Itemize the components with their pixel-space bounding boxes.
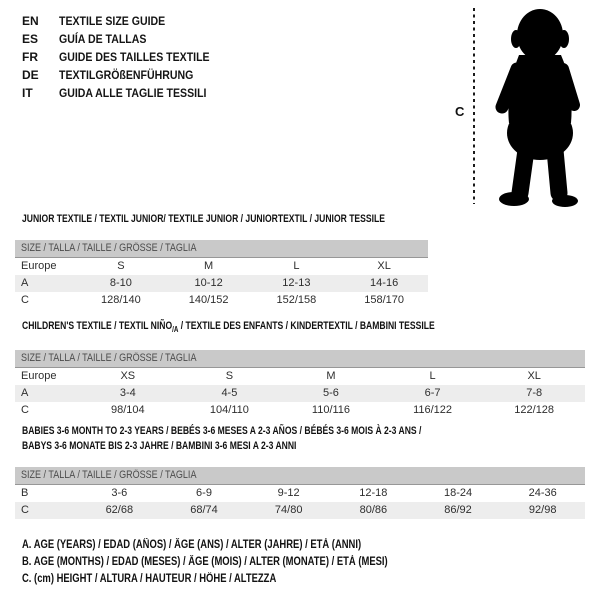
size-cell: 4-5: [221, 387, 238, 400]
size-cell: S: [117, 260, 125, 272]
size-cell: 110/116: [311, 404, 351, 417]
babies-textile-table: [15, 424, 585, 519]
size-cell: 116/122: [413, 404, 453, 417]
table-title-segment: / TEXTILE DES ENFANTS / KINDERTEXTIL / BAMBINI TESSILE: [178, 320, 435, 332]
table-row: [15, 402, 585, 419]
legend-note: C. (cm) HEIGHT / ALTURA / HAUTEUR / HÖHE / ALTEZZA: [22, 573, 277, 585]
table-title: [22, 424, 461, 439]
row-label: B: [21, 487, 29, 499]
language-code: FR: [22, 50, 38, 64]
row-label: C: [21, 404, 29, 417]
size-cell: 152/158: [276, 294, 317, 306]
size-cell: 3-6: [111, 487, 128, 499]
size-cell: M: [326, 370, 336, 383]
language-title: GUIDE DES TAILLES TEXTILE: [59, 50, 210, 64]
table-title-segment: JUNIOR TEXTILE / TEXTIL JUNIOR/ TEXTILE JUNIOR / JUNIORTEXTIL / JUNIOR TESSILE: [22, 213, 385, 225]
table-row: [15, 502, 585, 519]
table-title: [22, 439, 461, 454]
language-code: IT: [22, 86, 33, 100]
table-row: [15, 258, 428, 275]
table-title-segment: BABIES 3-6 MONTH TO 2-3 YEARS / BEBÉS 3-6 MESES A 2-3 AÑOS / BÉBÉS 3-6 MOIS À 2-3 ANS /: [22, 425, 422, 437]
size-cell: 6-7: [424, 387, 441, 400]
size-cell: 80/86: [359, 504, 388, 516]
row-label: C: [21, 504, 29, 516]
table-row: [15, 275, 428, 292]
size-cell: 98/104: [110, 404, 145, 417]
language-title: TEXTILE SIZE GUIDE: [59, 14, 166, 28]
row-label: C: [21, 294, 29, 306]
table-title: [22, 319, 461, 337]
size-cell: XS: [120, 370, 136, 383]
size-header-bar: [15, 240, 428, 258]
table-row: [15, 292, 428, 309]
table-title-segment: CHILDREN'S TEXTILE / TEXTIL NIÑO: [22, 320, 173, 332]
height-measure-dashed-line: [473, 8, 475, 204]
row-label: Europe: [21, 370, 57, 383]
size-cell: 8-10: [109, 277, 132, 289]
language-code: DE: [22, 68, 39, 82]
size-cell: 158/170: [364, 294, 404, 306]
size-cell: 9-12: [277, 487, 300, 499]
language-row: [22, 12, 230, 30]
size-cell: 3-4: [119, 387, 136, 400]
table-rows: [15, 368, 585, 419]
size-cell: S: [225, 370, 234, 383]
size-cell: M: [204, 260, 214, 272]
language-row: [22, 30, 230, 48]
size-header-label: SIZE / TALLA / TAILLE / GRÖSSE / TAGLIA: [21, 242, 197, 254]
size-cell: 104/110: [209, 404, 249, 417]
size-cell: 10-12: [194, 277, 223, 289]
size-cell: 122/128: [514, 404, 555, 417]
size-header-bar: [15, 467, 585, 485]
size-cell: 7-8: [526, 387, 543, 400]
size-cell: 128/140: [100, 294, 141, 306]
size-cell: 24-36: [528, 487, 557, 499]
size-cell: 18-24: [443, 487, 473, 499]
language-code: ES: [22, 32, 39, 46]
size-header-bar: [15, 350, 585, 368]
size-cell: XL: [377, 260, 391, 272]
language-title: GUÍA DE TALLAS: [59, 32, 147, 46]
table-title-segment: /A: [172, 325, 179, 335]
table-title-segment: BABYS 3-6 MONATE BIS 2-3 JAHRE / BAMBINI 3-6 MESI A 2-3 ANNI: [22, 440, 297, 452]
toddler-silhouette-icon: [480, 5, 600, 210]
size-cell: 68/74: [190, 504, 218, 516]
table-row: [15, 485, 585, 502]
height-label: C: [455, 104, 465, 119]
row-label: A: [21, 277, 29, 289]
size-cell: 86/92: [444, 504, 472, 516]
size-cell: 74/80: [274, 504, 303, 516]
size-cell: 5-6: [323, 387, 339, 400]
table-title: [22, 212, 385, 227]
row-label: A: [21, 387, 29, 400]
table-rows: [15, 258, 428, 309]
language-code: EN: [22, 14, 39, 28]
childrens-textile-table: [15, 319, 585, 419]
language-title-list: [22, 12, 230, 102]
legend-note: B. AGE (MONTHS) / EDAD (MESES) / ÂGE (MOIS) / ALTER (MONATE) / ETÀ (MESI): [22, 556, 388, 568]
language-row: [22, 48, 230, 66]
size-header-label: SIZE / TALLA / TAILLE / GRÖSSE / TAGLIA: [21, 469, 197, 481]
language-title: TEXTILGRÖßENFÜHRUNG: [59, 68, 194, 82]
size-cell: L: [429, 370, 436, 383]
size-cell: 6-9: [196, 487, 212, 499]
size-cell: 140/152: [188, 294, 229, 306]
legend-note: A. AGE (YEARS) / EDAD (AÑOS) / ÂGE (ANS) / ALTER (JAHRE) / ETÀ (ANNI): [22, 539, 362, 551]
junior-textile-table: [15, 212, 428, 309]
size-cell: 12-13: [282, 277, 311, 289]
table-row: [15, 385, 585, 402]
legend-notes: [22, 537, 468, 588]
language-row: [22, 84, 230, 102]
row-label: Europe: [21, 260, 57, 272]
table-row: [15, 368, 585, 385]
size-cell: XL: [527, 370, 541, 383]
language-title: GUIDA ALLE TAGLIE TESSILI: [59, 86, 207, 100]
size-cell: L: [293, 260, 300, 272]
size-header-label: SIZE / TALLA / TAILLE / GRÖSSE / TAGLIA: [21, 352, 197, 365]
size-cell: 92/98: [528, 504, 557, 516]
language-row: [22, 66, 230, 84]
size-cell: 14-16: [370, 277, 399, 289]
size-cell: 62/68: [105, 504, 134, 516]
size-cell: 12-18: [359, 487, 388, 499]
table-rows: [15, 485, 585, 519]
